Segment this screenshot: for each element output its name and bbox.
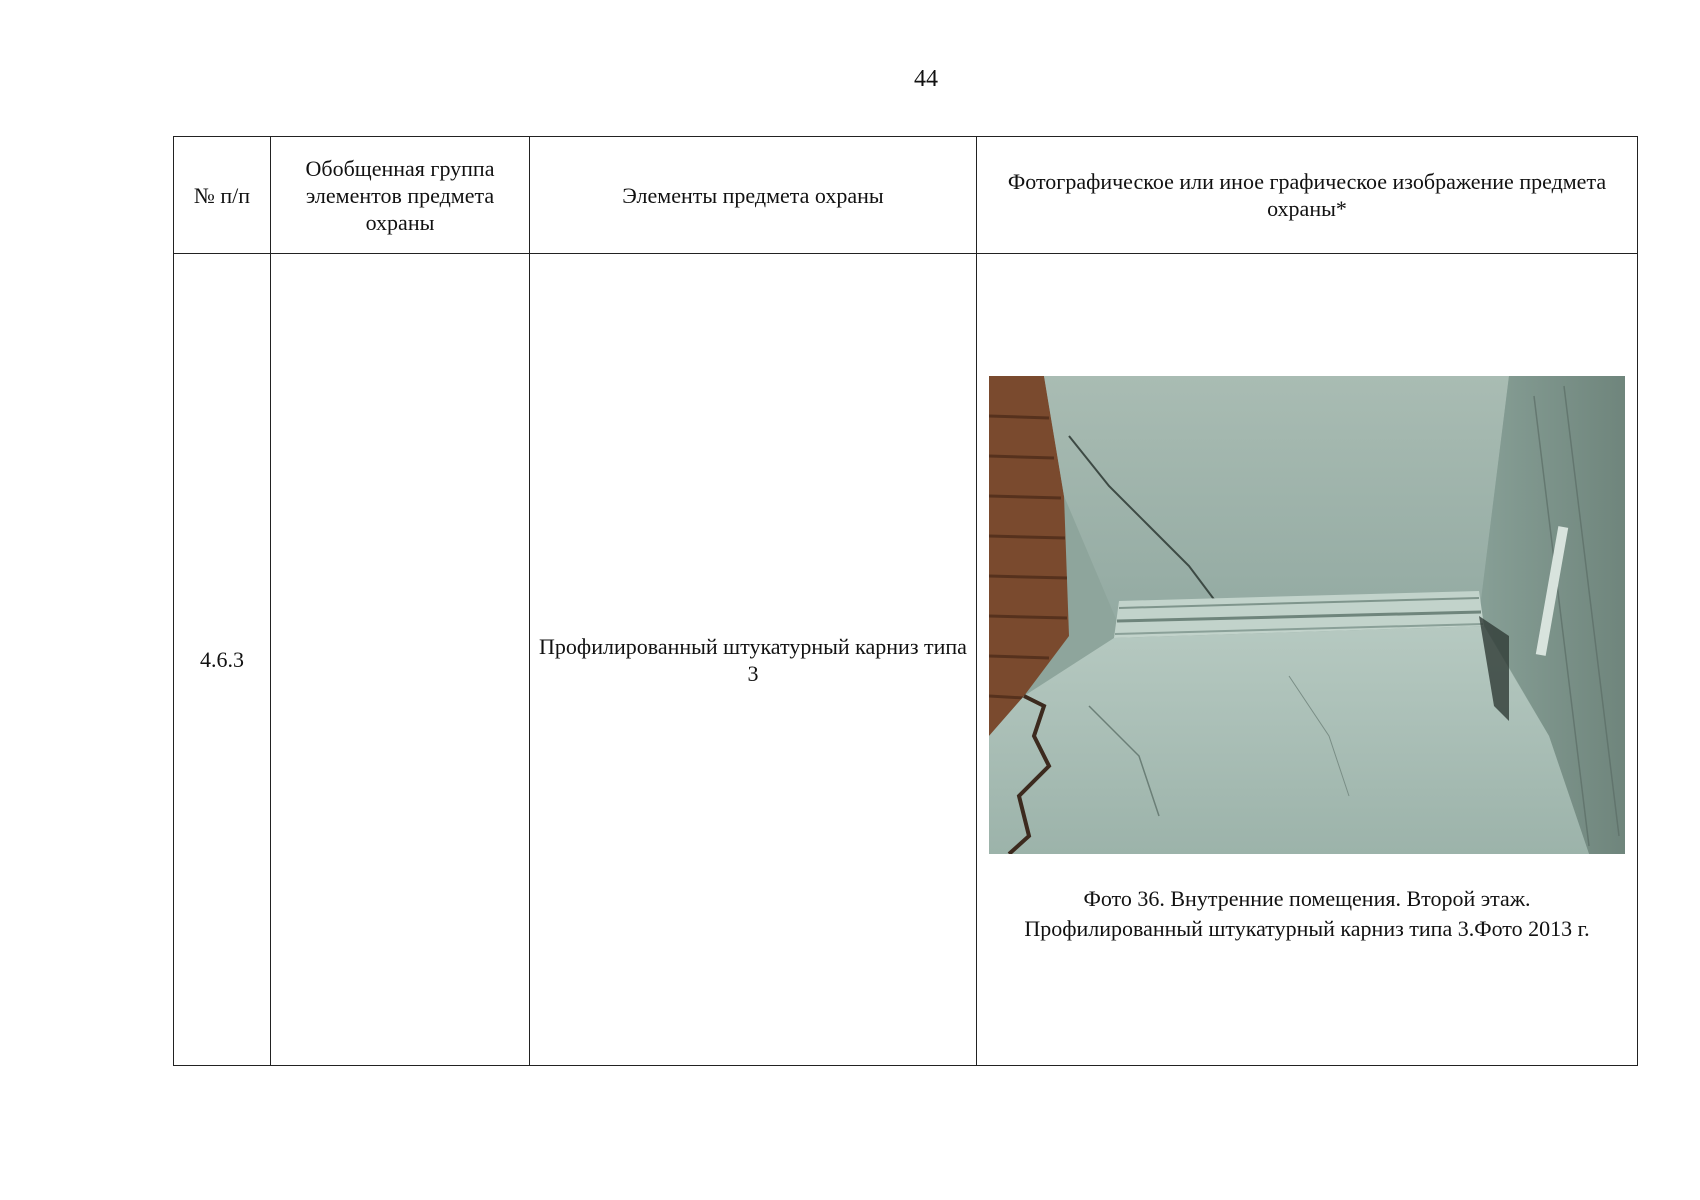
table-row xyxy=(174,254,1638,1066)
row-group xyxy=(271,254,530,1066)
page-number: 44 xyxy=(914,66,938,92)
cornice-photo xyxy=(989,376,1625,854)
table-header-row xyxy=(174,137,1638,254)
photo-caption xyxy=(977,884,1637,944)
row-element: Профилированный штукатурный карниз типа 3 xyxy=(530,254,977,1066)
row-photo-cell xyxy=(977,254,1638,1066)
header-elements: Элементы предмета охраны xyxy=(530,137,977,254)
header-group: Обобщенная группа элементов предмета охраны xyxy=(271,137,530,254)
header-num: № п/п xyxy=(174,137,271,254)
photo-caption-line-2: Профилированный штукатурный карниз типа 3.Фото 2013 г. xyxy=(1024,915,1590,941)
row-num: 4.6.3 xyxy=(174,254,271,1066)
cornice-photo-image xyxy=(989,376,1625,854)
photo-caption-line-1: Фото 36. Внутренние помещения. Второй этаж. xyxy=(1083,885,1531,911)
header-photo: Фотографическое или иное графическое изображение предмета охраны* xyxy=(977,137,1638,254)
heritage-protection-table xyxy=(173,136,1638,1066)
